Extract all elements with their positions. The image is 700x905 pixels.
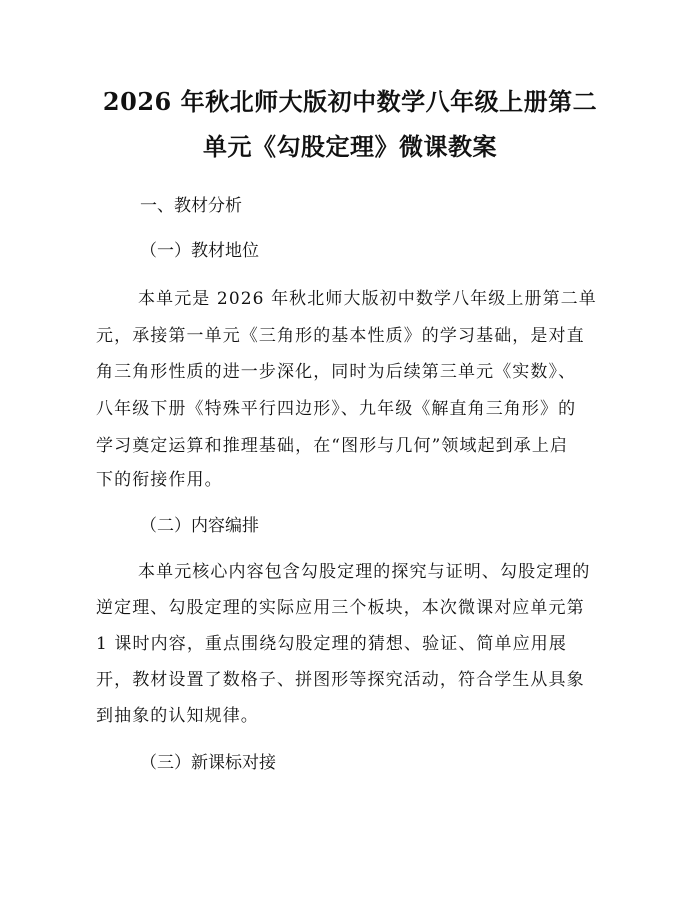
paragraph-2-line-3: 1 课时内容，重点围绕勾股定理的猜想、验证、简单应用展	[96, 634, 567, 654]
paragraph-1-line-3: 角三角形性质的进一步深化，同时为后续第三单元《实数》、	[96, 362, 577, 382]
paragraph-1-line-5: 学习奠定运算和推理基础，在“图形与几何”领域起到承上启	[96, 436, 569, 456]
paragraph-2-line-5: 到抽象的认知规律。	[96, 706, 259, 726]
subsection-heading-arrangement: （二）内容编排	[140, 516, 259, 536]
paragraph-1-line-1: 本单元是 2026 年秋北师大版初中数学八年级上册第二单	[138, 289, 597, 309]
paragraph-2-line-4: 开，教材设置了数格子、拼图形等探究活动，符合学生从具象	[96, 670, 585, 690]
document-title-line-1: 2026 年秋北师大版初中数学八年级上册第二	[102, 87, 598, 116]
section-heading-textbook-analysis: 一、教材分析	[140, 196, 242, 216]
paragraph-1-line-4: 八年级下册《特殊平行四边形》、九年级《解直角三角形》的	[96, 399, 577, 419]
paragraph-2-line-2: 逆定理、勾股定理的实际应用三个板块，本次微课对应单元第	[96, 598, 585, 618]
paragraph-2-line-1: 本单元核心内容包含勾股定理的探究与证明、勾股定理的	[138, 562, 591, 582]
paragraph-1-line-2: 元，承接第一单元《三角形的基本性质》的学习基础，是对直	[96, 326, 585, 346]
subsection-heading-curriculum: （三）新课标对接	[140, 753, 276, 773]
subsection-heading-position: （一）教材地位	[140, 241, 259, 261]
paragraph-1-line-6: 下的衔接作用。	[96, 470, 223, 490]
document-title-line-2: 单元《勾股定理》微课教案	[203, 132, 497, 161]
